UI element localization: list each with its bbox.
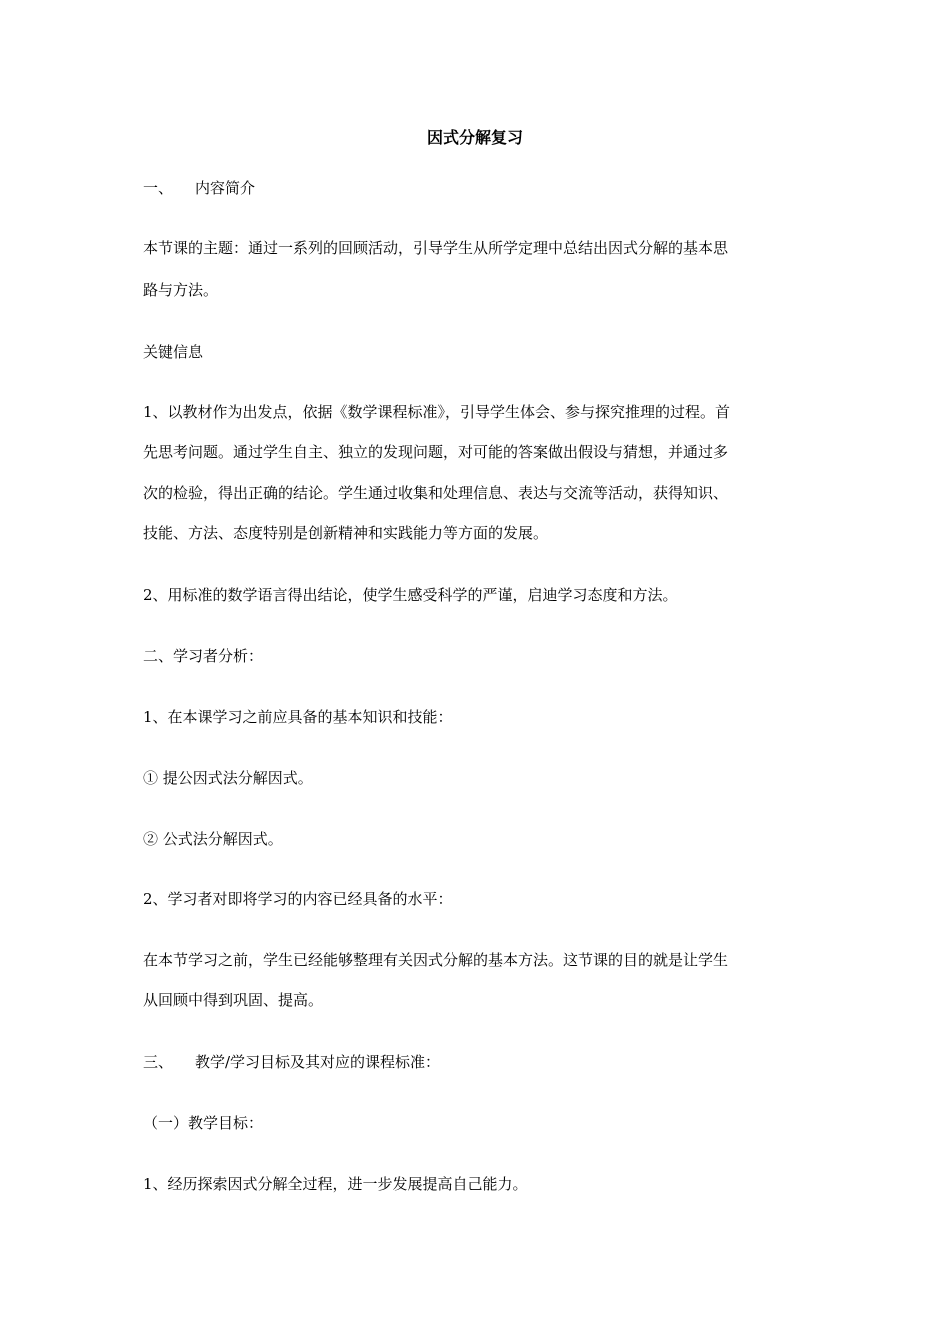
document-title: 因式分解复习 bbox=[426, 128, 523, 147]
section-3-title: 教学/学习目标及其对应的课程标准： bbox=[195, 1053, 441, 1071]
section-2-heading: 二、学习者分析： bbox=[143, 647, 264, 665]
key-info-para-line-3: 次的检验，得出正确的结论。学生通过收集和处理信息、表达与交流等活动，获得知识、 bbox=[143, 484, 729, 502]
section-2-sub-item-2: ② 公式法分解因式。 bbox=[143, 830, 283, 848]
key-info-para-line-2: 先思考问题。通过学生自主、独立的发现问题，对可能的答案做出假设与猜想，并通过多 bbox=[143, 443, 729, 461]
section-2-item-2: 2、学习者对即将学习的内容已经具备的水平： bbox=[143, 890, 453, 908]
intro-paragraph-line-2: 路与方法。 bbox=[143, 281, 219, 299]
section-3-number: 三、 bbox=[143, 1053, 174, 1071]
intro-paragraph-line-1: 本节课的主题：通过一系列的回顾活动，引导学生从所学定理中总结出因式分解的基本思 bbox=[143, 239, 729, 257]
key-info-para-line-4: 技能、方法、态度特别是创新精神和实践能力等方面的发展。 bbox=[143, 524, 549, 542]
section-1-number: 一、 bbox=[143, 179, 174, 197]
section-2-para-line-1: 在本节学习之前，学生已经能够整理有关因式分解的基本方法。这节课的目的就是让学生 bbox=[143, 951, 729, 969]
key-info-para-line-1: 1、以教材作为出发点，依据《数学课程标准》，引导学生体会、参与探究推理的过程。首 bbox=[143, 403, 731, 421]
section-2-para-line-2: 从回顾中得到巩固、提高。 bbox=[143, 991, 324, 1009]
teaching-goals-subheading: （一）教学目标： bbox=[143, 1114, 264, 1132]
section-2-item-1: 1、在本课学习之前应具备的基本知识和技能： bbox=[143, 708, 453, 726]
section-3-heading bbox=[143, 1050, 813, 1074]
key-info-heading: 关键信息 bbox=[143, 343, 204, 361]
key-info-point-2: 2、用标准的数学语言得出结论，使学生感受科学的严谨，启迪学习态度和方法。 bbox=[143, 586, 678, 604]
section-1-heading bbox=[143, 176, 813, 200]
section-2-sub-item-1: ① 提公因式法分解因式。 bbox=[143, 769, 313, 787]
section-1-title: 内容简介 bbox=[195, 179, 256, 197]
teaching-goal-1: 1、经历探索因式分解全过程，进一步发展提高自己能力。 bbox=[143, 1175, 528, 1193]
